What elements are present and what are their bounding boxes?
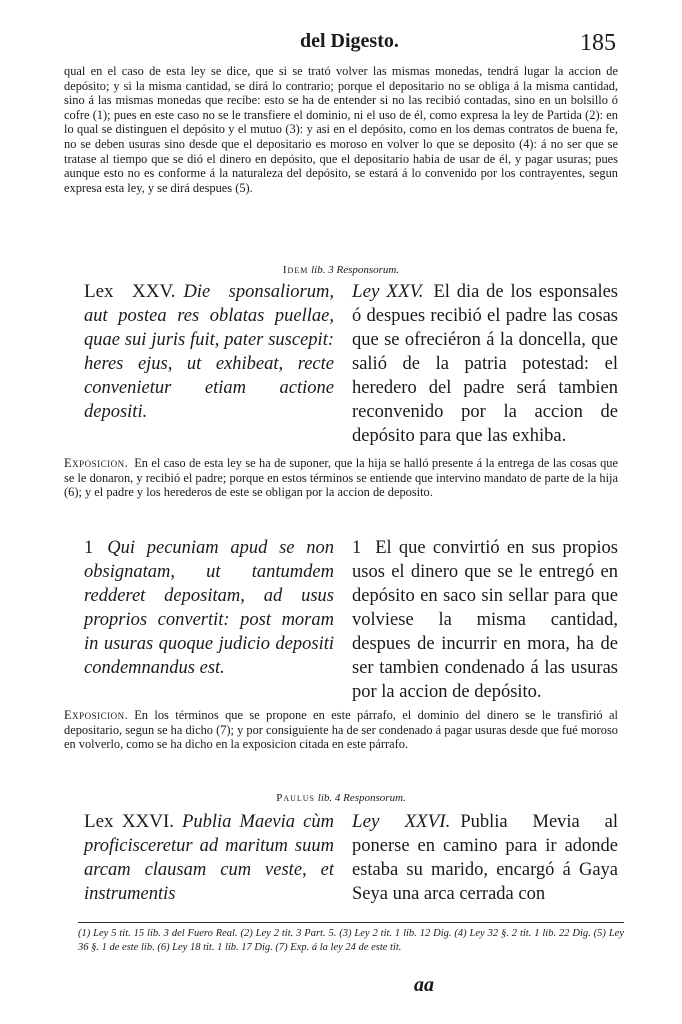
latin-paragraph-body: Qui pecuniam apud se non obsignatam, ut tantumdem redderet depositam, ad usus proprios convertit: post moram in usuras quoque judicio depositi condemnandus est. (84, 538, 334, 678)
source-work: Responsorum. (336, 264, 400, 276)
latin-law-body: Die sponsaliorum, aut postea res oblatas puellae, quae sui juris fuit, pater suscepit: heres ejus, ut exhibeat, recte convenietur etiam actione depositi. (84, 282, 334, 422)
spanish-law-body: Publia Mevia al ponerse en camino para ir adonde estaba su marido, encargó á Gaya Seya una arca cerrada con (352, 812, 618, 904)
source-citation (0, 792, 682, 804)
spanish-law-number: Ley XXV. (352, 281, 424, 302)
latin-law-number: Lex XXVI. (84, 811, 175, 832)
source-ref: lib. 4 (317, 792, 341, 804)
spanish-paragraph-body: El que convirtió en sus propios usos el dinero que se le entregó en depósito en saco sin sellar para que volviese la misma cantidad, despues de incurrir en mora, ha de ser tambien condenado á las usuras por la accion de depósito. (352, 538, 618, 702)
source-author: Idem (282, 264, 309, 276)
spanish-law-number: Ley XXVI. (352, 811, 451, 832)
source-author: Paulus (276, 792, 316, 804)
spanish-law-text (352, 280, 618, 448)
exposicion-text: En el caso de esta ley se ha de suponer, que la hija se halló presente á la entrega de las cosas que se le donaron, y recibió el padre; porque en estos términos se entiende que intervino mandato de parte de la hija (6); y el padre y los herederos de este se obligan por la accion de deposito. (64, 456, 618, 500)
latin-law-text (84, 280, 334, 424)
exposicion-paragraph (64, 708, 618, 752)
signature-mark: aa (414, 974, 434, 996)
exposicion-label: Exposicion. (64, 456, 129, 470)
spanish-paragraph-number: 1 (352, 538, 362, 558)
source-work: Responsorum. (343, 792, 406, 804)
latin-paragraph-number: 1 (84, 538, 94, 558)
footnotes: (1) Ley 5 tit. 15 lib. 3 del Fuero Real. (2) Ley 2 tit. 3 Part. 5. (3) Ley 2 tit. 1 lib. 12 Dig. (4) Ley 32 §. 2 tit. 1 lib. 22 Dig. (5) Ley 36 §. 1 de este lib. (6) Ley 18 tit. 1 lib. 17 Dig. (7) Exp. á la ley 24 de este tit. (78, 922, 624, 955)
source-citation (0, 264, 682, 276)
page-number: 185 (580, 30, 616, 56)
latin-law-number: Lex XXV. (84, 281, 176, 302)
exposicion-label: Exposicion. (64, 708, 129, 722)
spanish-law-text (352, 810, 618, 906)
latin-law-text (84, 810, 334, 906)
latin-law-body: Publia Maevia cùm proficisceretur ad maritum suum arcam clausam cum veste, et instrumentis (84, 812, 334, 904)
running-head: del Digesto. (300, 30, 399, 52)
latin-paragraph-text (84, 536, 334, 680)
page-header (60, 30, 620, 60)
commentary-paragraph: qual en el caso de esta ley se dice, que si se trató volver las mismas monedas, tendrá lugar la accion de depósito; y si la misma cantidad, se dirá lo contrario; porque el depositario no se obliga á la misma cantidad, sino á las mismas monedas que recibe: esto se ha de entender si no las recibió contadas, sino en un bolsillo ó cofre (1); pues en este caso no se le transfiere el dominio, ni el uso de él, como expresa la ley de Partida (2): en lo qual se distinguen el depósito y el mutuo (3): y asi en el depósito, como en los demas contratos de buena fe, no se deben usuras sino desde que el depositario es moroso en volver lo que se deposito (4): á no ser que se tratase al tiempo que se dió el dinero en depósito, que el depositario habia de usar de él, y pagar usuras; pues aunque esto no es conforme á la naturaleza del depósito, se estará á lo convenido por los contrayentes, segun expresa esta ley, y se dirá despues (5). (64, 64, 618, 195)
source-ref: lib. 3 (311, 264, 334, 276)
exposicion-text: En los términos que se propone en este párrafo, el dominio del dinero se le transfirió al depositario, segun se ha dicho (7); y por consiguiente ha de ser condenado á pagar usuras desde que fué moroso en volverlo, como se ha dicho en la exposicion citada en este párrafo. (64, 708, 618, 752)
spanish-law-body: El dia de los esponsales ó despues recibió el padre las cosas que se ofreciéron á la doncella, que salió de la patria potestad: el heredero del padre será tambien reconvenido por la accion de depósito para que las exhiba. (352, 282, 618, 446)
exposicion-paragraph (64, 456, 618, 500)
spanish-paragraph-text (352, 536, 618, 704)
